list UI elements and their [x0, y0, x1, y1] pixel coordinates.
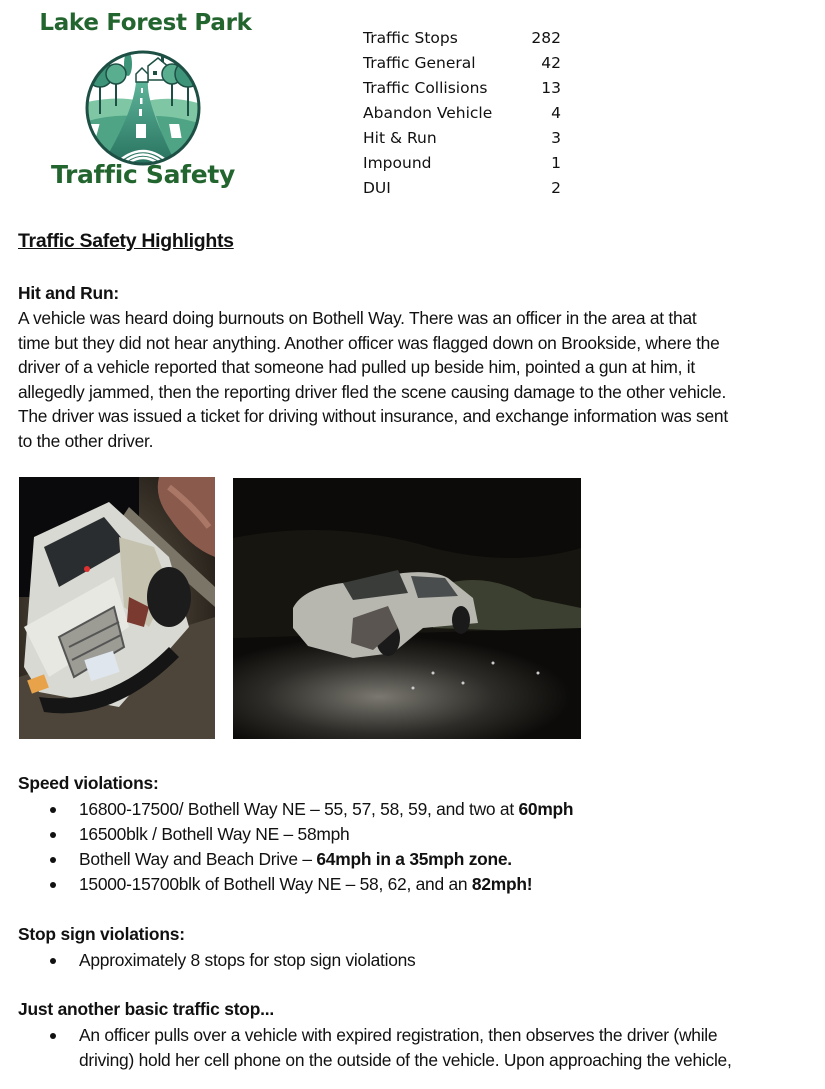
- stat-value: 2: [551, 179, 561, 197]
- damaged-pickup-image: [19, 477, 215, 739]
- stat-value: 282: [531, 29, 561, 47]
- stats-table: [363, 26, 561, 201]
- logo-subtitle: Traffic Safety: [50, 160, 236, 189]
- stat-value: 4: [551, 104, 561, 122]
- paragraph-line: time but they did not hear anything. Another officer was flagged down on Brookside, where the: [18, 332, 720, 353]
- list-item: [0, 847, 800, 872]
- stat-label: Traffic Collisions: [363, 79, 488, 97]
- stat-row-abandon-vehicle: [363, 101, 561, 126]
- bullet-icon: [50, 882, 56, 888]
- stat-value: 42: [541, 54, 561, 72]
- basic-stop-heading: Just another basic traffic stop...: [18, 999, 275, 1019]
- bullet-icon: [50, 958, 56, 964]
- list-item: [0, 797, 800, 822]
- stat-value: 3: [551, 129, 561, 147]
- item-line: driving) hold her cell phone on the outside of the vehicle. Upon approaching the vehicle,: [79, 1050, 732, 1070]
- stat-row-traffic-general: [363, 51, 561, 76]
- section-title: Traffic Safety Highlights: [18, 230, 234, 252]
- item-emphasis: 64mph in a 35mph zone.: [316, 849, 512, 869]
- bullet-icon: [50, 1033, 56, 1039]
- logo-title: Lake Forest Park: [39, 10, 252, 36]
- stat-row-hit-and-run: [363, 126, 561, 151]
- item-text: 16500blk / Bothell Way NE – 58mph: [79, 824, 350, 844]
- speed-violations-list: [0, 797, 800, 897]
- stat-label: Traffic General: [363, 54, 476, 72]
- hit-and-run-heading: Hit and Run:: [18, 283, 119, 303]
- stat-label: DUI: [363, 179, 391, 197]
- item-text: Approximately 8 stops for stop sign violations: [79, 950, 416, 970]
- item-emphasis: 82mph!: [471, 874, 533, 894]
- bullet-icon: [50, 807, 56, 813]
- photo-damaged-pickup: [19, 477, 215, 739]
- stat-row-dui: [363, 176, 561, 201]
- item-text: 15000-15700blk of Bothell Way NE – 58, 62, and an: [79, 874, 472, 894]
- hit-and-run-paragraph: [18, 306, 808, 453]
- speed-violations-heading: Speed violations:: [18, 773, 159, 793]
- list-item: [0, 872, 800, 897]
- item-text: 16800-17500/ Bothell Way NE – 55, 57, 58, 59, and two at: [79, 799, 519, 819]
- stop-sign-list: [0, 948, 800, 973]
- paragraph-line: allegedly jammed, then the reporting driver fled the scene causing damage to the other vehicle.: [18, 381, 727, 402]
- bullet-icon: [50, 857, 56, 863]
- item-line: An officer pulls over a vehicle with expired registration, then observes the driver (while: [79, 1025, 718, 1045]
- stat-label: Traffic Stops: [363, 29, 458, 47]
- stat-row-traffic-stops: [363, 26, 561, 51]
- stat-label: Impound: [363, 154, 432, 172]
- stat-label: Hit & Run: [363, 129, 437, 147]
- photo-damaged-sedan: [233, 478, 581, 739]
- stop-sign-heading: Stop sign violations:: [18, 924, 185, 944]
- stat-value: 13: [541, 79, 561, 97]
- paragraph-line: A vehicle was heard doing burnouts on Bothell Way. There was an officer in the area at that: [18, 308, 697, 328]
- lake-forest-park-traffic-safety-logo: [18, 8, 273, 198]
- stat-row-impound: [363, 151, 561, 176]
- basic-stop-list: [0, 1023, 800, 1073]
- bullet-icon: [50, 832, 56, 838]
- list-item: [0, 1023, 800, 1073]
- list-item: [0, 948, 800, 973]
- list-item: [0, 822, 800, 847]
- stat-value: 1: [551, 154, 561, 172]
- item-emphasis: 60mph: [518, 799, 574, 819]
- paragraph-line: driver of a vehicle reported that someone had pulled up beside him, pointed a gun at him, it: [18, 357, 695, 377]
- road-with-trees-and-house-icon: [78, 44, 208, 168]
- paragraph-line: to the other driver.: [18, 430, 154, 451]
- paragraph-line: The driver was issued a ticket for driving without insurance, and exchange information was sent: [18, 406, 728, 426]
- stat-row-traffic-collisions: [363, 76, 561, 101]
- stat-label: Abandon Vehicle: [363, 104, 493, 122]
- damaged-sedan-image: [233, 478, 581, 739]
- item-text: Bothell Way and Beach Drive –: [79, 849, 317, 869]
